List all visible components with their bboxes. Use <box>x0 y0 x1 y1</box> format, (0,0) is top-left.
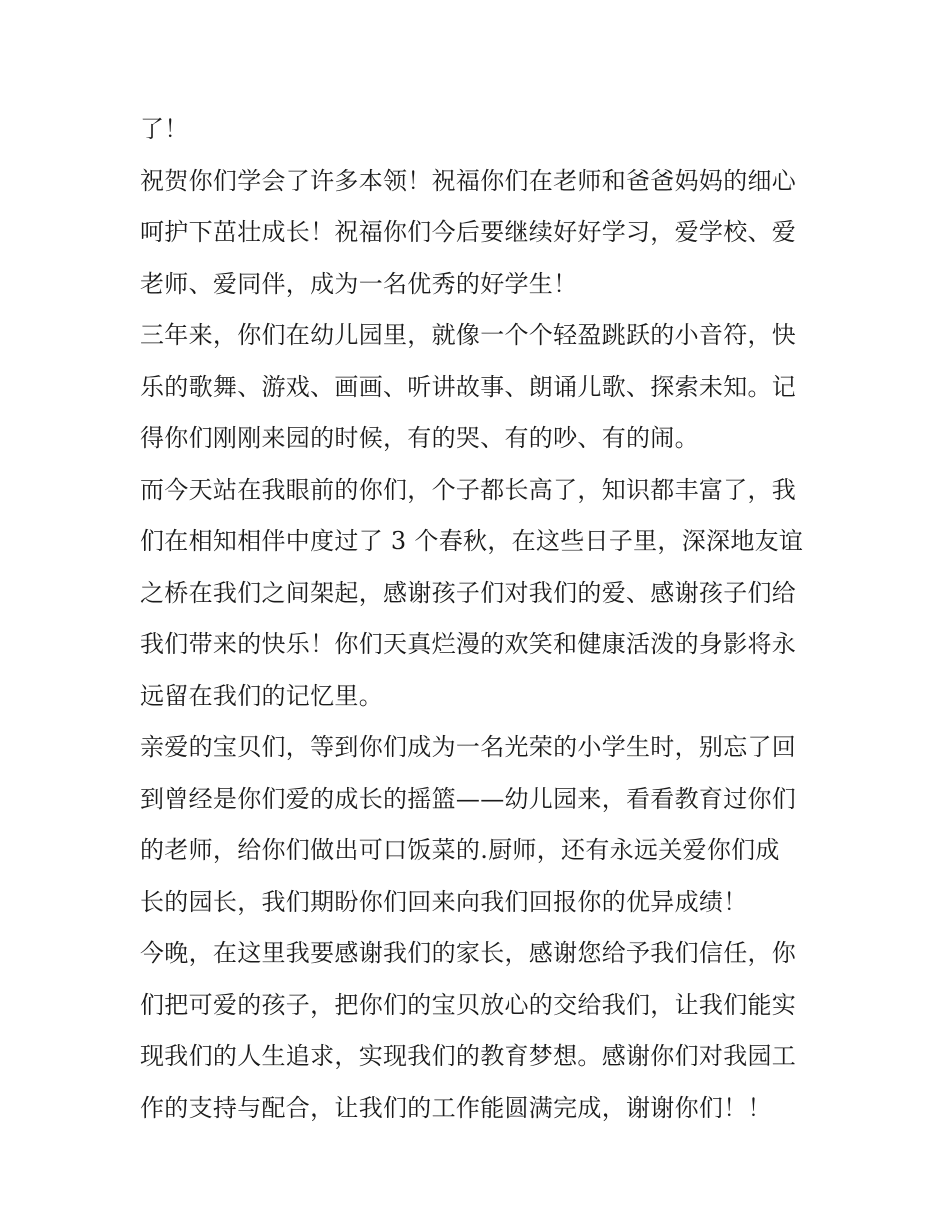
text-line: 祝贺你们学会了许多本领！祝福你们在老师和爸爸妈妈的细心 <box>140 166 797 195</box>
text-line: 三年来，你们在幼儿园里，就像一个个轻盈跳跃的小音符，快 <box>140 321 797 349</box>
text-line: 今晚，在这里我要感谢我们的家长，感谢您给予我们信任，你 <box>140 939 797 967</box>
text-line: 现我们的人生追求，实现我们的教育梦想。感谢你们对我园工 <box>140 1042 797 1070</box>
text-line: 作的支持与配合，让我们的工作能圆满完成，谢谢你们！！ <box>140 1093 772 1122</box>
document-body <box>140 104 820 1134</box>
text-line: 得你们刚刚来园的时候，有的哭、有的吵、有的闹。 <box>140 424 699 452</box>
text-line: 到曾经是你们爱的成长的摇篮——幼儿园来，看看教育过你们 <box>140 784 797 813</box>
text-line: 亲爱的宝贝们，等到你们成为一名光荣的小学生时，别忘了回 <box>140 733 797 761</box>
text-line: 呵护下茁壮成长！祝福你们今后要继续好好学习，爱学校、爱 <box>140 218 797 246</box>
text-line: 老师、爱同伴，成为一名优秀的好学生！ <box>140 269 578 298</box>
text-line: 之桥在我们之间架起，感谢孩子们对我们的爱、感谢孩子们给 <box>140 578 797 607</box>
text-line: 们在相知相伴中度过了 3 个春秋，在这些日子里，深深地友谊 <box>140 527 804 555</box>
text-line: 长的园长，我们期盼你们回来向我们回报你的优异成绩！ <box>140 887 748 916</box>
text-line: 而今天站在我眼前的你们，个子都长高了，知识都丰富了，我 <box>140 475 797 504</box>
text-line: 乐的歌舞、游戏、画画、听讲故事、朗诵儿歌、探索未知。记 <box>140 372 797 401</box>
text-line: 的老师，给你们做出可口饭菜的.厨师，还有永远关爱你们成 <box>140 836 780 864</box>
text-line: 远留在我们的记忆里。 <box>140 681 383 710</box>
text-line: 了！ <box>140 115 189 143</box>
text-line: 们把可爱的孩子，把你们的宝贝放心的交给我们，让我们能实 <box>140 990 797 1019</box>
text-line: 我们带来的快乐！你们天真烂漫的欢笑和健康活泼的身影将永 <box>140 630 797 658</box>
